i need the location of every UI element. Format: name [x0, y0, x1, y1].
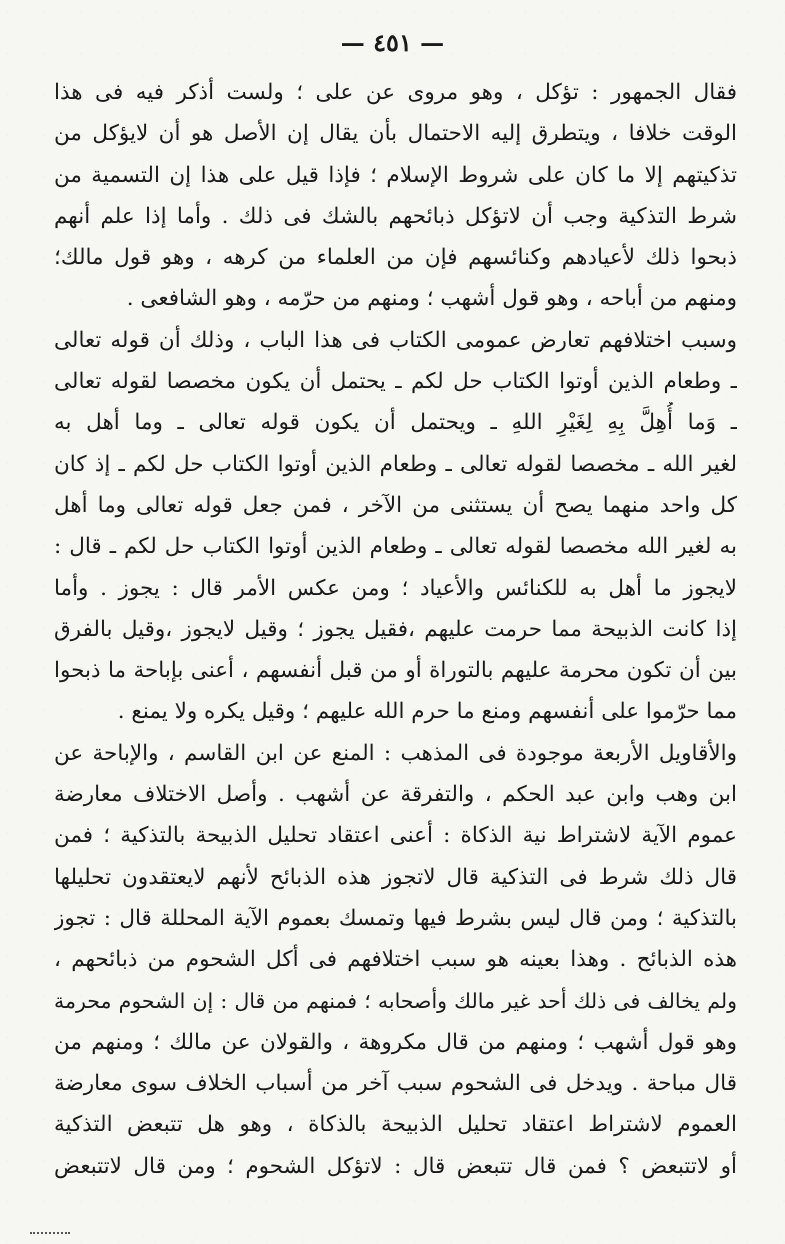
body-text: [54, 72, 737, 1187]
page-number: — ٤٥١ —: [340, 28, 445, 57]
text-line: مما حرّموا على أنفسهم ومنع ما حرم الله عليهم ؛ وقيل يكره ولا يمنع .: [117, 699, 737, 725]
text-line: وسبب اختلافهم تعارض عمومى الكتاب فى هذا الباب ، وذلك أن قوله تعالى: [54, 327, 737, 353]
text-line: ومنهم من أباحه ، وهو قول أشهب ؛ ومنهم من حرّمه ، وهو الشافعى .: [126, 286, 737, 312]
text-line: ـ وَما أُهِلَّ بِهِ لِغَيْرِ اللهِ ـ ويحتمل أن يكون قوله تعالى ـ وما أهل به: [54, 410, 737, 436]
text-line: وهو قول أشهب ؛ ومنهم من قال مكروهة ، والقولان عن مالك ؛ ومنهم من: [54, 1029, 737, 1055]
page-edge-mark: [30, 1232, 70, 1234]
text-line: ولم يخالف فى ذلك أحد غير مالك وأصحابه ؛ فمنهم من قال : إن الشحوم محرمة: [54, 988, 737, 1013]
text-line: الوقت خلافا ، ويتطرق إليه الاحتمال بأن يقال إن الأصل هو أن لايؤكل من: [54, 121, 737, 147]
text-line: لايجوز ما أهل به للكنائس والأعياد ؛ ومن عكس الأمر قال : يجوز . وأما: [54, 575, 737, 601]
text-line: تذكيتهم إلا ما كان على شروط الإسلام ؛ فإذا قيل على هذا إن التسمية من: [54, 162, 737, 188]
text-line: هذه الذبائح . وهذا بعينه هو سبب اختلافهم فى أكل الشحوم من ذبائحهم ،: [54, 947, 737, 973]
text-line: العموم لاشتراط اعتقاد تحليل الذبيحة بالذكاة ، وهو هل تتبعض التذكية: [54, 1112, 737, 1138]
text-line: بين أن تكون محرمة عليهم بالتوراة أو من قبل أنفسهم ، أعنى بإباحة ما ذبحوا: [54, 658, 737, 684]
text-line: فقال الجمهور : تؤكل ، وهو مروى عن على ؛ ولست أذكر فيه فى هذا: [54, 80, 737, 105]
text-line: شرط التذكية وجب أن لاتؤكل ذبائحهم بالشك فى ذلك . وأما إذا علم أنهم: [54, 203, 737, 229]
text-line: قال ذلك شرط فى التذكية قال لاتجوز هذه الذبائح لأنهم لايعتقدون تحليلها: [54, 864, 737, 890]
text-line: عموم الآية لاشتراط نية الذكاة : أعنى اعتقاد تحليل الذبيحة بالتذكية ؛ فمن: [54, 823, 737, 849]
text-line: ابن وهب وابن عبد الحكم ، والتفرقة عن أشهب . وأصل الاختلاف معارضة: [54, 782, 737, 808]
text-line: كل واحد منهما يصح أن يستثنى من الآخر ، فمن جعل قوله تعالى وما أهل: [54, 492, 737, 518]
text-line: لغير الله ـ مخصصا لقوله تعالى ـ وطعام الذين أوتوا الكتاب حل لكم ـ إذ كان: [54, 451, 737, 477]
text-line: والأقاويل الأربعة موجودة فى المذهب : المنع عن ابن القاسم ، والإباحة عن: [54, 740, 737, 766]
text-line: به لغير الله مخصصا لقوله تعالى ـ وطعام الذين أوتوا الكتاب حل لكم ـ قال :: [54, 534, 737, 560]
text-line: ـ وطعام الذين أوتوا الكتاب حل لكم ـ يحتمل أن يكون مخصصا لقوله تعالى: [54, 369, 737, 395]
text-line: إذا كانت الذبيحة مما حرمت عليهم ،فقيل يجوز ؛ وقيل لايجوز ،وقيل بالفرق: [54, 616, 737, 642]
text-line: قال مباحة . ويدخل فى الشحوم سبب آخر من أسباب الخلاف سوى معارضة: [54, 1071, 737, 1097]
text-line: بالتذكية ؛ ومن قال ليس بشرط فيها وتمسك بعموم الآية المحللة قال : تجوز: [54, 905, 737, 931]
text-line: أو لاتتبعض ؟ فمن قال تتبعض قال : لاتؤكل الشحوم ؛ ومن قال لاتتبعض: [54, 1153, 737, 1179]
text-line: ذبحوا ذلك لأعيادهم وكنائسهم فإن من العلماء من كرهه ، وهو قول مالك؛: [54, 245, 737, 271]
